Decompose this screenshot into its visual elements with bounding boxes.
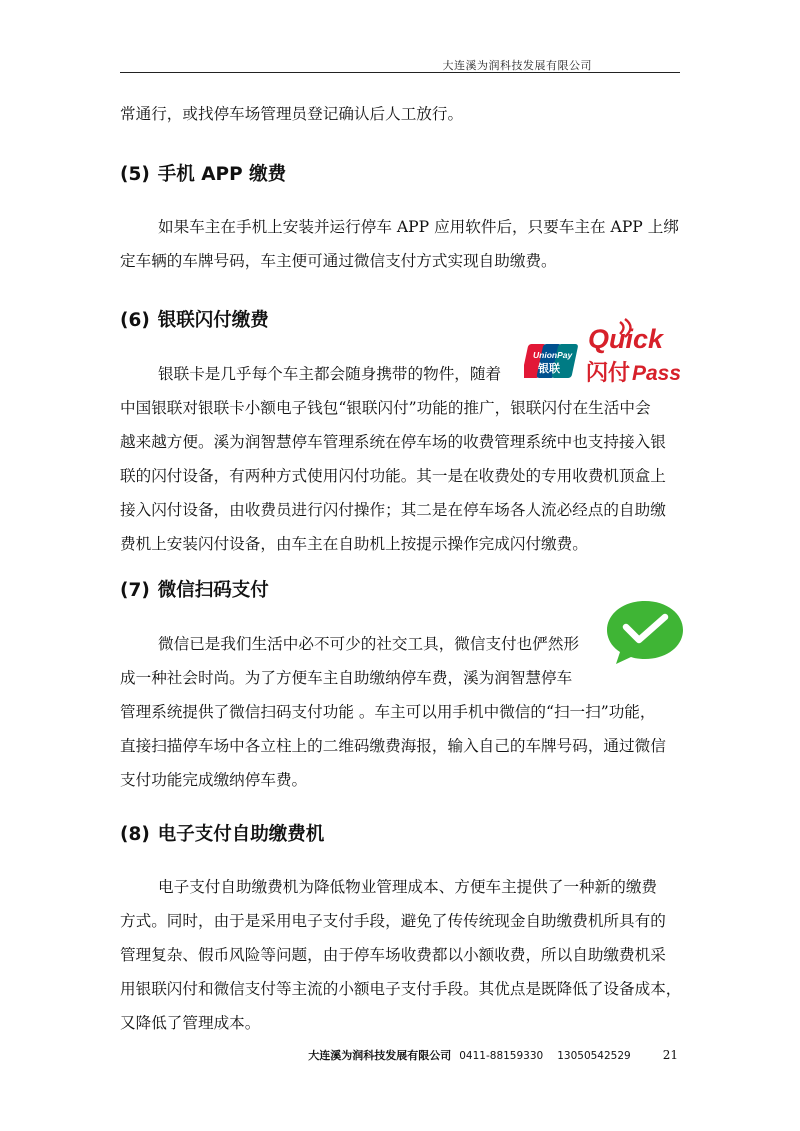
paragraph-app-payment (120, 210, 682, 278)
text-line: 电子支付自助缴费机为降低物业管理成本、方便车主提供了一种新的缴费 (158, 878, 658, 896)
text-line: 费机上安装闪付设备，由车主在自助机上按提示操作完成闪付缴费。 (120, 535, 588, 553)
paragraph-continued (120, 97, 682, 131)
text-line: 管理系统提供了微信扫码支付功能 。车主可以用手机中微信的“扫一扫”功能， (120, 703, 656, 721)
unionpay-cn-text: 银联 (538, 362, 560, 375)
paragraph-self-service-kiosk (120, 870, 682, 1040)
pass-text: Pass (632, 362, 680, 384)
text-line: 银联卡是几乎每个车主都会随身携带的物件，随着 (158, 365, 502, 383)
quickpass-cn-text: 闪付 (586, 361, 631, 384)
text-line: 成一种社会时尚。为了方便车主自助缴纳停车费，溪为润智慧停车 (120, 669, 573, 687)
unionpay-text: UnionPay (533, 350, 573, 360)
text-line: 联的闪付设备，有两种方式使用闪付功能。其一是在收费处的专用收费机顶盒上 (120, 467, 666, 485)
header-company-name: 大连溪为润科技发展有限公司 (442, 59, 592, 72)
text-line: 越来越方便。溪为润智慧停车管理系统在停车场的收费管理系统中也支持接入银 (120, 433, 666, 451)
text-line: 支付功能完成缴纳停车费。 (120, 771, 308, 789)
text-line: 用银联闪付和微信支付等主流的小额电子支付手段。其优点是既降低了设备成本， (120, 980, 682, 998)
section-number: (7) (120, 580, 150, 601)
section-heading-wechat-pay (120, 576, 269, 602)
text-line: 中国银联对银联卡小额电子钱包“银联闪付”功能的推广，银联闪付在生活中会 (120, 399, 651, 417)
section-title: 手机 APP 缴费 (157, 164, 287, 185)
section-heading-app-payment (120, 160, 286, 186)
section-title: 银联闪付缴费 (157, 310, 269, 331)
section-title: 微信扫码支付 (157, 580, 269, 601)
section-heading-quickpass (120, 306, 269, 332)
text-line: 方式。同时，由于是采用电子支付手段，避免了传传统现金自助缴费机所具有的 (120, 912, 666, 930)
text-line: 微信已是我们生活中必不可少的社交工具，微信支付也俨然形 (158, 635, 580, 653)
header-divider (120, 72, 680, 73)
quick-text: Quick (588, 324, 664, 354)
page-footer (308, 1047, 678, 1063)
text-line: 定车辆的车牌号码，车主便可通过微信支付方式实现自助缴费。 (120, 252, 557, 270)
section-title: 电子支付自助缴费机 (157, 824, 325, 845)
text-line: 如果车主在手机上安装并运行停车 APP 应用软件后，只要车主在 APP 上绑 (158, 218, 679, 236)
text-line: 管理复杂、假币风险等问题，由于停车场收费都以小额收费，所以自助缴费机采 (120, 946, 666, 964)
text-line: 常通行，或找停车场管理员登记确认后人工放行。 (120, 105, 464, 123)
section-number: (5) (120, 164, 150, 185)
paragraph-wechat-pay (120, 627, 682, 797)
footer-phone: 0411-88159330 (459, 1050, 544, 1062)
footer-mobile: 13050542529 (557, 1050, 631, 1062)
section-number: (8) (120, 824, 150, 845)
text-line: 直接扫描停车场中各立柱上的二维码缴费海报，输入自己的车牌号码，通过微信 (120, 737, 666, 755)
page-number: 21 (662, 1048, 678, 1062)
paragraph-quickpass (120, 357, 682, 561)
text-line: 接入闪付设备，由收费员进行闪付操作；其二是在停车场各人流必经点的自助缴 (120, 501, 666, 519)
footer-company-name: 大连溪为润科技发展有限公司 (308, 1049, 452, 1062)
section-heading-self-service-kiosk (120, 820, 324, 846)
section-number: (6) (120, 310, 150, 331)
text-line: 又降低了管理成本。 (120, 1014, 261, 1032)
